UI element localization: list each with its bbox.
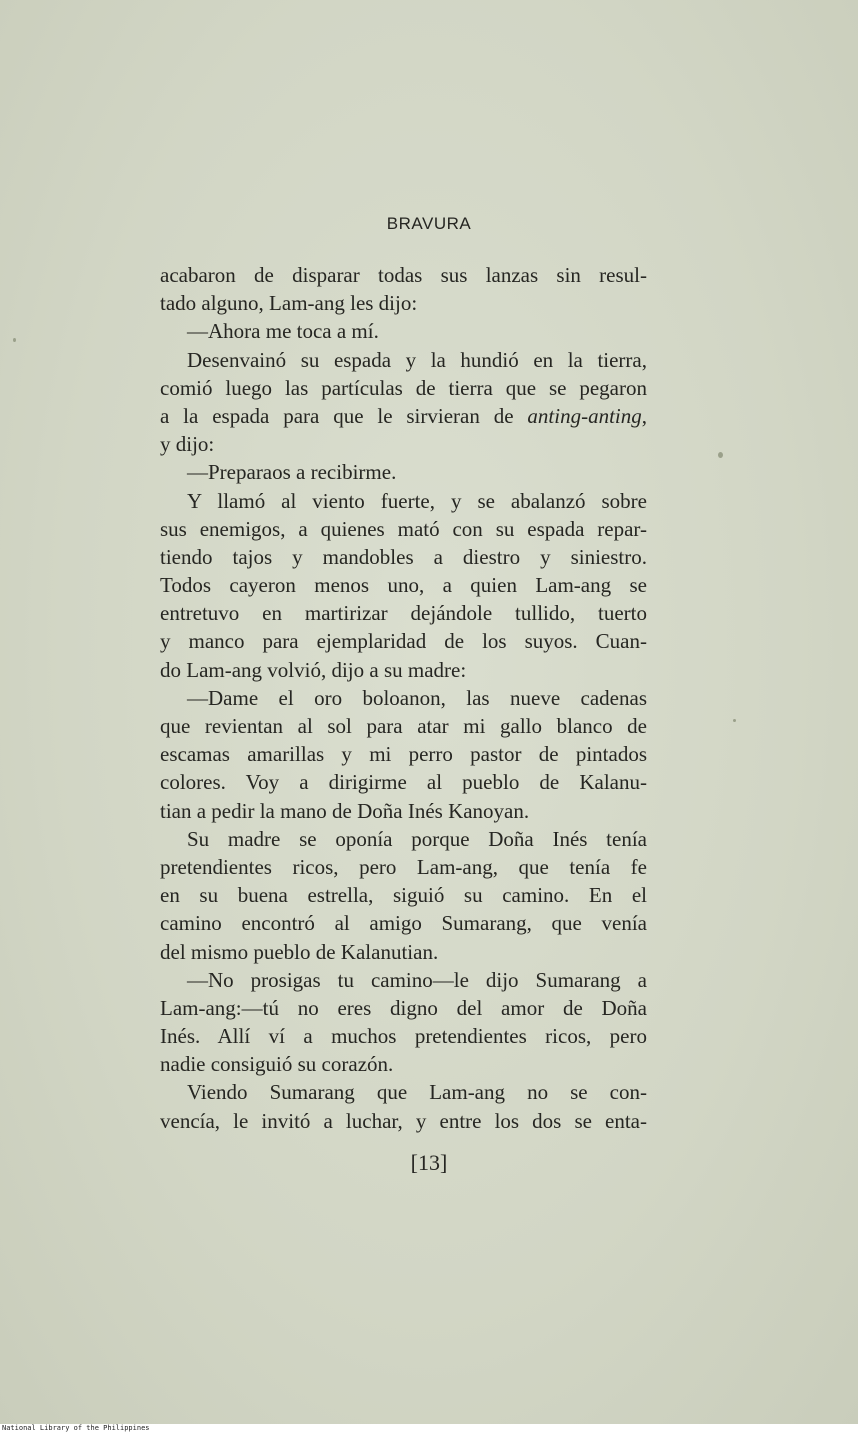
italic-term: anting-anting	[527, 403, 642, 428]
text-line: camino encontró al amigo Sumarang, que venía	[160, 911, 647, 936]
text-line: Y llamó al viento fuerte, y se abalanzó sobre	[187, 488, 647, 513]
text-line: a la espada para que le sirvieran de anting-anting,	[160, 403, 647, 428]
text-line: Todos cayeron menos uno, a quien Lam-ang se	[160, 573, 647, 598]
text-line: —Dame el oro boloanon, las nueve cadenas	[187, 685, 647, 710]
text-line: —Preparaos a recibirme.	[187, 460, 397, 485]
page-number: [13]	[410, 1150, 448, 1175]
text-line: colores. Voy a dirigirme al pueblo de Kalanu-	[160, 770, 647, 795]
text-line: tado alguno, Lam-ang les dijo:	[160, 291, 418, 316]
text-line: sus enemigos, a quienes mató con su espada repar-	[160, 516, 647, 541]
text-line: Inés. Allí ví a muchos pretendientes ricos, pero	[160, 1024, 647, 1049]
text-line: —No prosigas tu camino—le dijo Sumarang a	[187, 967, 647, 992]
text-line: nadie consiguió su corazón.	[160, 1052, 394, 1077]
text-line: comió luego las partículas de tierra que se pegaron	[160, 375, 647, 400]
library-footer	[0, 1424, 858, 1433]
text-line: que revientan al sol para atar mi gallo blanco de	[160, 714, 647, 738]
text-line: pretendientes ricos, pero Lam-ang, que tenía fe	[160, 854, 647, 879]
text-line: del mismo pueblo de Kalanutian.	[160, 939, 439, 964]
text-line: entretuvo en martirizar dejándole tullido, tuerto	[160, 601, 647, 626]
text-line: Su madre se oponía porque Doña Inés tenía	[187, 826, 647, 851]
library-note: National Library of the Philippines	[2, 1424, 150, 1432]
text-line: tian a pedir la mano de Doña Inés Kanoyan.	[160, 798, 530, 823]
paper-speck	[718, 452, 723, 458]
text-line: Desenvainó su espada y la hundió en la tierra,	[187, 347, 647, 372]
body-text	[160, 261, 647, 1135]
text-line: Lam-ang:—tú no eres digno del amor de Doña	[160, 995, 647, 1020]
text-line: acabaron de disparar todas sus lanzas sin resul-	[160, 263, 647, 287]
text-line: Viendo Sumarang que Lam-ang no se con-	[187, 1080, 647, 1105]
running-head: BRAVURA	[386, 214, 472, 233]
paper-speck	[13, 338, 16, 342]
text-line: vencía, le invitó a luchar, y entre los dos se enta-	[160, 1108, 647, 1133]
text-line: —Ahora me toca a mí.	[187, 319, 379, 344]
text-line: tiendo tajos y mandobles a diestro y siniestro.	[160, 544, 647, 569]
text-line: y dijo:	[160, 432, 215, 457]
text-line: y manco para ejemplaridad de los suyos. Cuan-	[160, 629, 647, 654]
paper-speck	[733, 719, 736, 722]
text-line: en su buena estrella, siguió su camino. En el	[160, 883, 647, 908]
text-line: do Lam-ang volvió, dijo a su madre:	[160, 657, 467, 682]
text-line: escamas amarillas y mi perro pastor de pintados	[160, 742, 647, 767]
